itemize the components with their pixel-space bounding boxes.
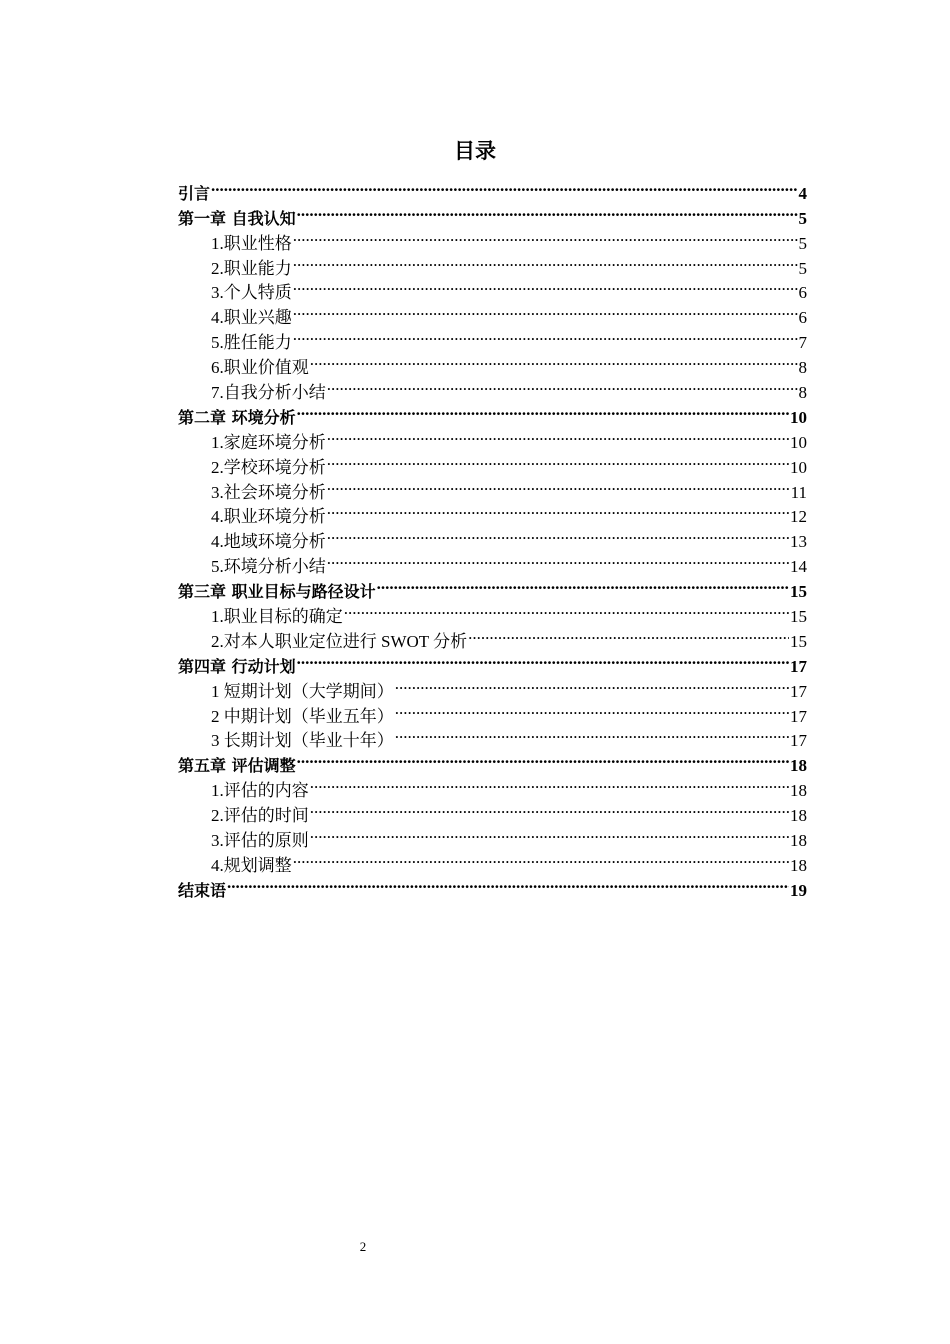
toc-entry-page: 17	[790, 731, 807, 751]
toc-chapter-entry[interactable]	[178, 174, 807, 203]
toc-entry-label: 3 长期计划（毕业十年）	[211, 731, 394, 751]
toc-entry-label: 4.职业兴趣	[211, 308, 292, 328]
toc-entry-page: 14	[790, 557, 807, 577]
toc-dot-leader	[327, 498, 789, 523]
toc-entry-page: 17	[790, 681, 807, 701]
toc-entry-page: 18	[790, 855, 807, 875]
toc-entry-page: 15	[790, 582, 807, 602]
toc-entry-page: 15	[790, 631, 807, 651]
toc-entry-page: 8	[798, 358, 807, 378]
toc-entry-page: 4	[798, 183, 807, 203]
toc-entry-page: 13	[790, 532, 807, 552]
toc-entry-label: 3.社会环境分析	[211, 482, 326, 502]
toc-entry-label: 2 中期计划（毕业五年）	[211, 706, 394, 726]
toc-entry-label: 3.个人特质	[211, 283, 292, 303]
toc-entry-page: 17	[790, 656, 807, 676]
toc-entry-label: 5.胜任能力	[211, 333, 292, 353]
toc-entry-page: 12	[790, 507, 807, 527]
toc-dot-leader	[310, 771, 789, 796]
toc-dot-leader	[327, 448, 789, 473]
toc-dot-leader	[297, 199, 798, 224]
toc-dot-leader	[327, 373, 798, 398]
toc-entry-label: 1.职业性格	[211, 233, 292, 253]
toc-entry-label: 第三章 职业目标与路径设计	[178, 582, 376, 602]
toc-entry-page: 18	[790, 806, 807, 826]
toc-entry-label: 结束语	[178, 880, 227, 900]
toc-entry-page: 18	[790, 756, 807, 776]
toc-entry-label: 1.评估的内容	[211, 781, 309, 801]
toc-dot-leader	[293, 249, 798, 274]
toc-dot-leader	[293, 224, 798, 249]
toc-entry-page: 11	[790, 482, 807, 502]
toc-entry-label: 5.环境分析小结	[211, 557, 326, 577]
toc-entry-page: 10	[790, 432, 807, 452]
toc-entry-label: 6.职业价值观	[211, 358, 309, 378]
toc-entry-label: 引言	[178, 183, 211, 203]
toc-entry-page: 5	[798, 233, 807, 253]
toc-entry-page: 6	[798, 308, 807, 328]
toc-entry-label: 3.评估的原则	[211, 831, 309, 851]
toc-dot-leader	[310, 821, 789, 846]
toc-entry-label: 1.职业目标的确定	[211, 607, 343, 627]
toc-entry-label: 4.规划调整	[211, 855, 292, 875]
toc-dot-leader	[310, 796, 789, 821]
toc-chapter-entry[interactable]	[178, 871, 807, 900]
toc-entry-label: 4.职业环境分析	[211, 507, 326, 527]
toc-dot-leader	[211, 174, 797, 199]
toc-dot-leader	[468, 622, 789, 647]
table-of-contents	[178, 174, 807, 900]
toc-dot-leader	[297, 398, 789, 423]
toc-entry-page: 6	[798, 283, 807, 303]
toc-entry-page: 7	[798, 333, 807, 353]
toc-entry-label: 1.家庭环境分析	[211, 432, 326, 452]
toc-entry-page: 18	[790, 831, 807, 851]
toc-chapter-entry[interactable]	[178, 199, 807, 228]
toc-entry-page: 19	[790, 880, 807, 900]
toc-dot-leader	[327, 473, 790, 498]
toc-entry-page: 18	[790, 781, 807, 801]
toc-entry-label: 4.地域环境分析	[211, 532, 326, 552]
page-number: 2	[359, 1239, 367, 1254]
toc-dot-leader	[344, 597, 789, 622]
page-title: 目录	[454, 139, 496, 163]
toc-entry-label: 第一章 自我认知	[178, 208, 296, 228]
toc-entry-page: 10	[790, 407, 807, 427]
toc-dot-leader	[297, 647, 789, 672]
toc-dot-leader	[293, 323, 798, 348]
toc-entry-label: 第二章 环境分析	[178, 407, 296, 427]
toc-entry-label: 第四章 行动计划	[178, 656, 296, 676]
toc-dot-leader	[377, 572, 789, 597]
toc-dot-leader	[327, 522, 789, 547]
toc-dot-leader	[297, 746, 789, 771]
toc-entry-page: 10	[790, 457, 807, 477]
toc-dot-leader	[293, 274, 798, 299]
toc-entry-label: 第五章 评估调整	[178, 756, 296, 776]
toc-dot-leader	[227, 871, 789, 896]
toc-dot-leader	[293, 846, 789, 871]
toc-entry-page: 8	[798, 383, 807, 403]
toc-entry-page: 5	[798, 208, 807, 228]
toc-dot-leader	[293, 298, 798, 323]
toc-dot-leader	[327, 423, 789, 448]
toc-dot-leader	[395, 672, 789, 697]
toc-entry-page: 5	[798, 258, 807, 278]
toc-entry-label: 2.评估的时间	[211, 806, 309, 826]
toc-dot-leader	[310, 348, 798, 373]
toc-entry-page: 17	[790, 706, 807, 726]
toc-dot-leader	[395, 697, 789, 722]
toc-dot-leader	[327, 547, 789, 572]
toc-entry-label: 7.自我分析小结	[211, 383, 326, 403]
toc-entry-label: 2.学校环境分析	[211, 457, 326, 477]
toc-entry-page: 15	[790, 607, 807, 627]
toc-entry-label: 2.职业能力	[211, 258, 292, 278]
toc-dot-leader	[395, 722, 789, 747]
toc-entry-label: 1 短期计划（大学期间）	[211, 681, 394, 701]
toc-entry-label: 2.对本人职业定位进行 SWOT 分析	[211, 631, 468, 651]
